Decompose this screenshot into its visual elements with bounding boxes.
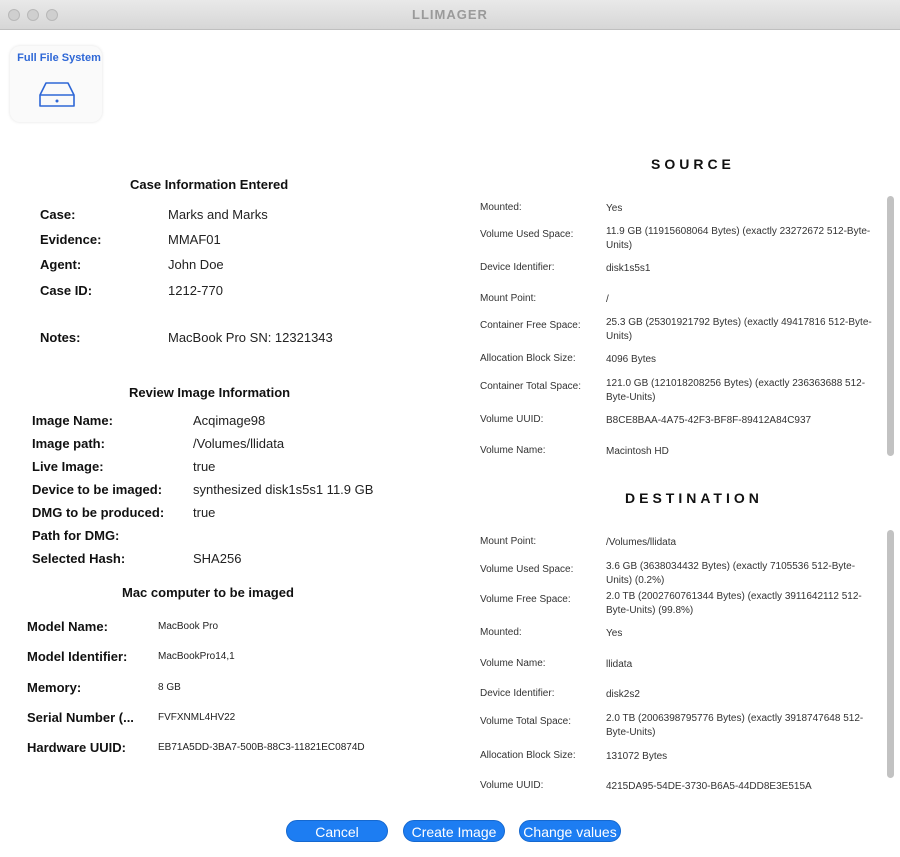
info-label: Allocation Block Size: (480, 353, 576, 364)
field-label: Memory: (27, 680, 82, 695)
info-label: Volume UUID: (480, 414, 544, 425)
field-value: FVFXNML4HV22 (158, 712, 236, 723)
mac-computer-title: Mac computer to be imaged (122, 585, 294, 600)
info-value: disk1s5s1 (606, 263, 651, 274)
info-label: Allocation Block Size: (480, 750, 576, 761)
field-label: Case: (40, 207, 76, 222)
field-label: Notes: (40, 330, 81, 345)
info-value: /Volumes/llidata (606, 537, 677, 548)
info-label: Mount Point: (480, 293, 537, 304)
info-label: Volume Used Space: (480, 564, 574, 575)
review-image-title: Review Image Information (129, 385, 291, 400)
info-label: Volume Used Space: (480, 229, 574, 240)
field-value: MacBookPro14,1 (158, 651, 235, 662)
info-label: Volume Free Space: (480, 594, 571, 605)
destination-heading: DESTINATION (625, 490, 763, 506)
info-value: Yes (606, 203, 623, 214)
info-value: disk2s2 (606, 689, 640, 700)
info-label: Device Identifier: (480, 262, 555, 273)
info-value: / (606, 294, 609, 305)
source-info-panel[interactable] (478, 192, 896, 460)
field-label: Agent: (40, 257, 82, 272)
info-value: llidata (606, 659, 633, 670)
info-label: Volume Total Space: (480, 716, 571, 727)
field-value: John Doe (168, 257, 224, 272)
field-label: Live Image: (32, 459, 104, 474)
window-title: LLIMAGER (412, 7, 488, 22)
field-label: Image path: (32, 436, 105, 451)
field-value: MacBook Pro SN: 12321343 (168, 330, 333, 345)
field-label: Model Identifier: (27, 649, 128, 664)
info-value: 25.3 GB (25301921792 Bytes) (exactly 49417816 512-Byte-Units) (606, 317, 872, 342)
info-label: Container Total Space: (480, 381, 581, 392)
info-value: 2.0 TB (2006398795776 Bytes) (exactly 3918747648 512-Byte-Units) (606, 713, 864, 738)
field-label: Model Name: (27, 619, 108, 634)
info-value: 4096 Bytes (606, 354, 657, 365)
window-titlebar (0, 0, 900, 30)
field-value: synthesized disk1s5s1 11.9 GB (193, 482, 374, 497)
change-values-button[interactable]: Change values (519, 820, 621, 842)
field-label: Path for DMG: (32, 528, 120, 543)
info-value: 131072 Bytes (606, 751, 668, 762)
field-value: MacBook Pro (158, 621, 219, 632)
case-info-title: Case Information Entered (130, 177, 289, 192)
field-label: DMG to be produced: (32, 505, 165, 520)
field-value: Marks and Marks (168, 207, 268, 222)
info-value: Yes (606, 628, 623, 639)
info-label: Volume Name: (480, 658, 546, 669)
info-label: Mount Point: (480, 536, 537, 547)
cancel-button[interactable]: Cancel (286, 820, 388, 842)
field-value: EB71A5DD-3BA7-500B-88C3-11821EC0874D (158, 742, 365, 753)
field-label: Device to be imaged: (32, 482, 163, 497)
info-value: 11.9 GB (11915608064 Bytes) (exactly 23272672 512-Byte-Units) (606, 226, 871, 251)
field-value: MMAF01 (168, 232, 221, 247)
field-label: Serial Number (... (27, 710, 134, 725)
info-label: Device Identifier: (480, 688, 555, 699)
info-value: 3.6 GB (3638034432 Bytes) (exactly 7105536 512-Byte-Units) (0.2%) (606, 561, 856, 586)
info-label: Volume Name: (480, 445, 546, 456)
internal-drive-icon (38, 80, 76, 110)
field-value: Acqimage98 (193, 413, 266, 428)
info-label: Volume UUID: (480, 780, 544, 791)
field-value: 8 GB (158, 682, 181, 693)
destination-info-panel[interactable] (478, 526, 896, 796)
source-heading: SOURCE (651, 156, 735, 172)
field-label: Hardware UUID: (27, 740, 126, 755)
info-label: Mounted: (480, 202, 522, 213)
field-value: true (193, 505, 216, 520)
info-value: 121.0 GB (121018208256 Bytes) (exactly 236363688 512-Byte-Units) (606, 378, 866, 403)
source-scrollbar[interactable] (887, 196, 894, 456)
field-label: Selected Hash: (32, 551, 126, 566)
info-label: Container Free Space: (480, 320, 581, 331)
field-label: Evidence: (40, 232, 102, 247)
info-value: B8CE8BAA-4A75-42F3-BF8F-89412A84C937 (606, 415, 812, 426)
field-value: /Volumes/llidata (193, 436, 285, 451)
field-value: 1212-770 (168, 283, 223, 298)
full-file-system-label: Full File System (17, 52, 101, 64)
field-label: Case ID: (40, 283, 93, 298)
field-label: Image Name: (32, 413, 113, 428)
create-image-button[interactable]: Create Image (403, 820, 505, 842)
info-value: 2.0 TB (2002760761344 Bytes) (exactly 3911642112 512-Byte-Units) (99.8%) (606, 591, 862, 616)
field-value: SHA256 (193, 551, 242, 566)
destination-scrollbar[interactable] (887, 530, 894, 778)
field-value: true (193, 459, 216, 474)
info-value: 4215DA95-54DE-3730-B6A5-44DD8E3E515A (606, 781, 812, 792)
info-label: Mounted: (480, 627, 522, 638)
info-value: Macintosh HD (606, 446, 669, 457)
